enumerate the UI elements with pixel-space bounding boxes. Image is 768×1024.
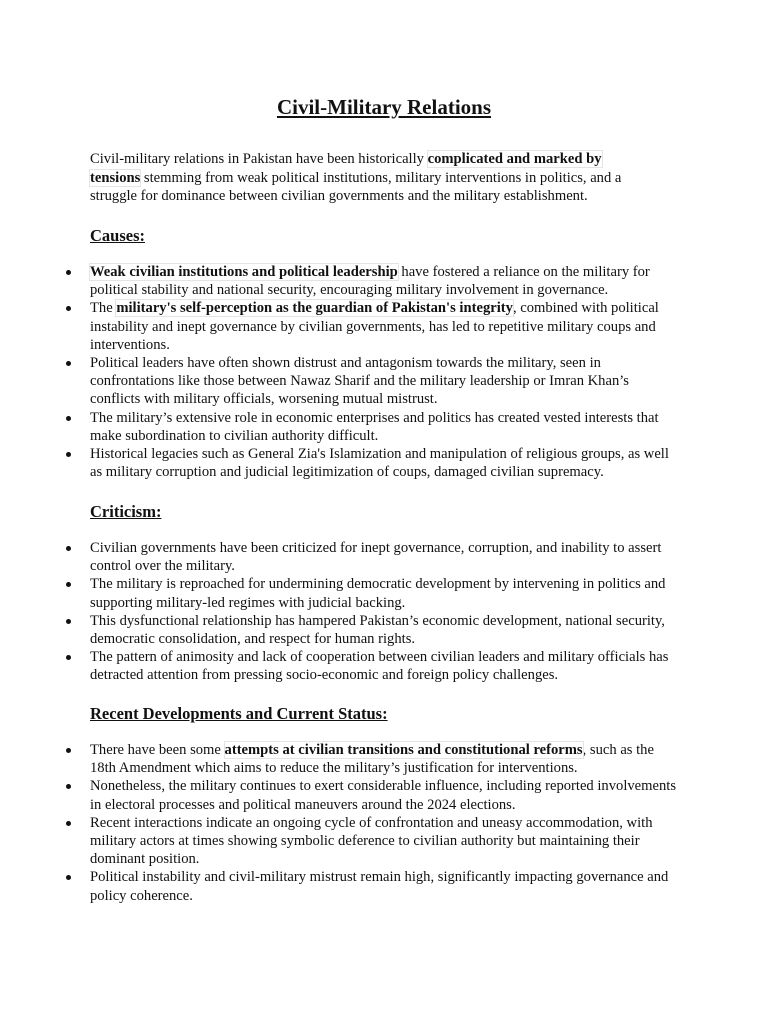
bullet-icon [66, 270, 71, 275]
list-item [90, 354, 680, 409]
bullet-icon [66, 655, 71, 660]
list-item [90, 299, 680, 354]
item-text: Recent interactions indicate an ongoing cycle of confrontation and uneasy accommodation, with military actors at times showing symbolic deference to civilian authority but maintaining their dominant position. [90, 814, 653, 868]
item-text-before: There have been some [90, 742, 225, 758]
list-item [90, 648, 680, 684]
intro-text-after: stemming from weak political institutions, military interventions in politics, and a struggle for dominance between civilian governments and the military establishment. [90, 169, 622, 204]
item-text: The pattern of animosity and lack of cooperation between civilian leaders and military officials has detracted attention from pressing socio-economic and foreign policy challenges. [90, 649, 669, 684]
list-item [90, 814, 680, 869]
bullet-icon [66, 821, 71, 826]
item-text: , combined with political instability and inept governance by civilian governments, has led to repetitive military coups and interventions. [90, 300, 659, 353]
bullet-icon [66, 452, 71, 457]
item-text: Political instability and civil-military mistrust remain high, significantly impacting governance and policy coherence. [90, 869, 669, 904]
list-item [90, 777, 680, 813]
item-highlight: attempts at civilian transitions and constitutional reforms [224, 742, 583, 758]
item-text: Historical legacies such as General Zia's Islamization and manipulation of religious groups, as well as military corruption and judicial legitimization of coups, damaged civilian supremacy. [90, 446, 669, 481]
bullet-icon [66, 306, 71, 311]
item-highlight: military's self-perception as the guardian of Pakistan's integrity [116, 300, 513, 317]
bullet-icon [66, 416, 71, 421]
intro-paragraph [90, 150, 650, 206]
item-text: Nonetheless, the military continues to exert considerable influence, including reported involvements in electoral processes and political maneuvers around the 2024 elections. [90, 778, 677, 813]
bullet-icon [66, 361, 71, 366]
item-text: Political leaders have often shown distrust and antagonism towards the military, seen in confrontations like those between Nawaz Sharif and the military leadership or Imran Khan’s conflicts with military officials, worsening mutual mistrust. [90, 355, 629, 408]
page-title: Civil-Military Relations [276, 95, 492, 119]
causes-heading: Causes: [90, 226, 146, 245]
item-text: have fostered a reliance on the military for political stability and national security, encouraging military involvement in governance. [90, 264, 650, 299]
recent-list [90, 741, 680, 905]
criticism-heading: Criticism: [90, 502, 162, 521]
item-text: This dysfunctional relationship has hampered Pakistan’s economic development, national security, democratic consolidation, and respect for human rights. [90, 612, 665, 648]
recent-heading: Recent Developments and Current Status: [90, 704, 388, 723]
list-item [90, 445, 680, 481]
list-item [90, 539, 680, 575]
item-text-before: The [90, 300, 117, 317]
intro-text-before: Civil-military relations in Pakistan have been historically [90, 151, 428, 167]
list-item [90, 575, 680, 611]
list-item [90, 741, 680, 777]
bullet-icon [66, 875, 71, 880]
criticism-list [90, 539, 680, 685]
intro-highlight: complicated and marked by tensions [90, 151, 602, 186]
list-item [90, 409, 680, 445]
item-text: The military is reproached for undermining democratic development by intervening in politics and supporting military-led regimes with judicial backing. [90, 576, 666, 611]
bullet-icon [66, 619, 71, 624]
list-item [90, 868, 680, 904]
causes-list [90, 263, 680, 481]
item-text: The military’s extensive role in economic enterprises and politics has created vested interests that make subordination to civilian authority difficult. [90, 409, 659, 444]
item-text: Civilian governments have been criticized for inept governance, corruption, and inability to assert control over the military. [90, 540, 662, 575]
bullet-icon [66, 748, 71, 753]
item-highlight: Weak civilian institutions and political leadership [90, 264, 398, 280]
bullet-icon [66, 546, 71, 551]
bullet-icon [66, 784, 71, 789]
list-item [90, 612, 680, 648]
list-item [90, 263, 680, 299]
bullet-icon [66, 582, 71, 587]
item-text: , such as the 18th Amendment which aims to reduce the military’s justification for interventions. [90, 742, 654, 777]
